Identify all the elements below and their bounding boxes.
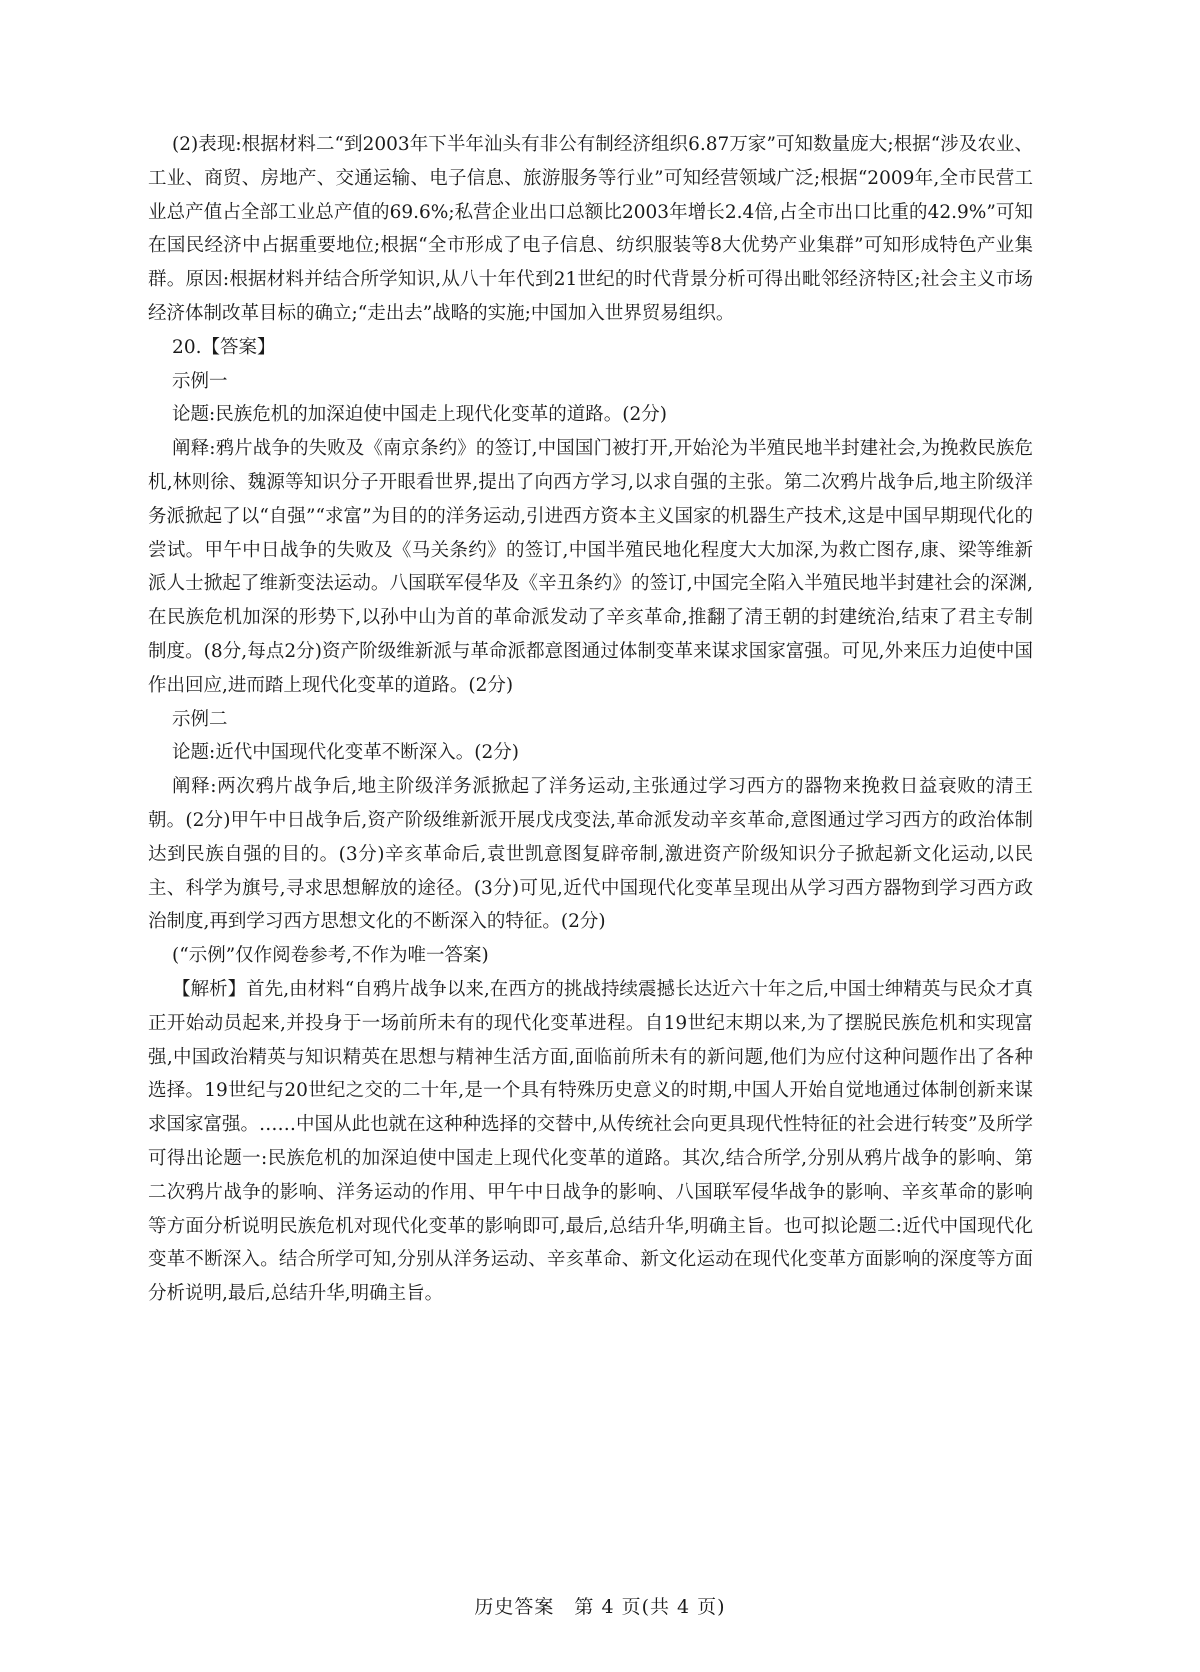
- q19-part2-paragraph: (2)表现:根据材料二“到2003年下半年汕头有非公有制经济组织6.87万家”可知数量庞大;根据“涉及农业、工业、商贸、房地产、交通运输、电子信息、旅游服务等行业”可知经营领域广泛;根据“2009年,全市民营工业总产值占全部工业总产值的69.6%;私营企业出口总额比2003年增长2.4倍,占全市出口比重的42.9%”可知在国民经济中占据重要地位;根据“全市形成了电子信息、纺织服装等8大优势产业集群”可知形成特色产业集群。原因:根据材料并结合所学知识,从八十年代到21世纪的时代背景分析可得出毗邻经济特区;社会主义市场经济体制改革目标的确立;“走出去”战略的实施;中国加入世界贸易组织。: [148, 134, 1033, 324]
- answer-content: [148, 128, 1033, 1311]
- example2-explanation: 阐释:两次鸦片战争后,地主阶级洋务派掀起了洋务运动,主张通过学习西方的器物来挽救日益衰败的清王朝。(2分)甲午中日战争后,资产阶级维新派开展戊戌变法,革命派发动辛亥革命,意图通过学习西方的政治体制达到民族自强的目的。(3分)辛亥革命后,袁世凯意图复辟帝制,激进资产阶级知识分子掀起新文化运动,以民主、科学为旗号,寻求思想解放的途径。(3分)可见,近代中国现代化变革呈现出从学习西方器物到学习西方政治制度,再到学习西方思想文化的不断深入的特征。(2分): [148, 776, 1033, 933]
- example1-thesis: 论题:民族危机的加深迫使中国走上现代化变革的道路。(2分): [172, 404, 667, 426]
- example-note: (“示例”仅作阅卷参考,不作为唯一答案): [172, 945, 489, 967]
- example1-explanation: 阐释:鸦片战争的失败及《南京条约》的签订,中国国门被打开,开始沦为半殖民地半封建社会,为挽救民族危机,林则徐、魏源等知识分子开眼看世界,提出了向西方学习,以求自强的主张。第二次鸦片战争后,地主阶级洋务派掀起了以“自强”“求富”为目的的洋务运动,引进西方资本主义国家的机器生产技术,这是中国早期现代化的尝试。甲午中日战争的失败及《马关条约》的签订,中国半殖民地化程度大大加深,为救亡图存,康、梁等维新派人士掀起了维新变法运动。八国联军侵华及《辛丑条约》的签订,中国完全陷入半殖民地半封建社会的深渊,在民族危机加深的形势下,以孙中山为首的革命派发动了辛亥革命,推翻了清王朝的封建统治,结束了君主专制制度。(8分,每点2分)资产阶级维新派与革命派都意图通过体制变革来谋求国家富强。可见,外来压力迫使中国作出回应,进而踏上现代化变革的道路。(2分): [148, 438, 1033, 696]
- example1-label: 示例一: [172, 370, 228, 392]
- analysis-paragraph: 【解析】首先,由材料“自鸦片战争以来,在西方的挑战持续震撼长达近六十年之后,中国士绅精英与民众才真正开始动员起来,并投身于一场前所未有的现代化变革进程。自19世纪末期以来,为了摆脱民族危机和实现富强,中国政治精英与知识精英在思想与精神生活方面,面临前所未有的新问题,他们为应付这种问题作出了各种选择。19世纪与20世纪之交的二十年,是一个具有特殊历史意义的时期,中国人开始自觉地通过体制创新来谋求国家富强。……中国从此也就在这种种选择的交替中,从传统社会向更具现代性特征的社会进行转变”及所学可得出论题一:民族危机的加深迫使中国走上现代化变革的道路。其次,结合所学,分别从鸦片战争的影响、第二次鸦片战争的影响、洋务运动的作用、甲午中日战争的影响、八国联军侵华战争的影响、辛亥革命的影响等方面分析说明民族危机对现代化变革的影响即可,最后,总结升华,明确主旨。也可拟论题二:近代中国现代化变革不断深入。结合所学可知,分别从洋务运动、辛亥革命、新文化运动在现代化变革方面影响的深度等方面分析说明,最后,总结升华,明确主旨。: [148, 978, 1033, 1305]
- page-footer: 历史答案 第 4 页(共 4 页): [474, 1596, 726, 1618]
- example2-label: 示例二: [172, 708, 228, 730]
- q20-heading: 20.【答案】: [172, 336, 276, 358]
- example2-thesis: 论题:近代中国现代化变革不断深入。(2分): [172, 742, 519, 764]
